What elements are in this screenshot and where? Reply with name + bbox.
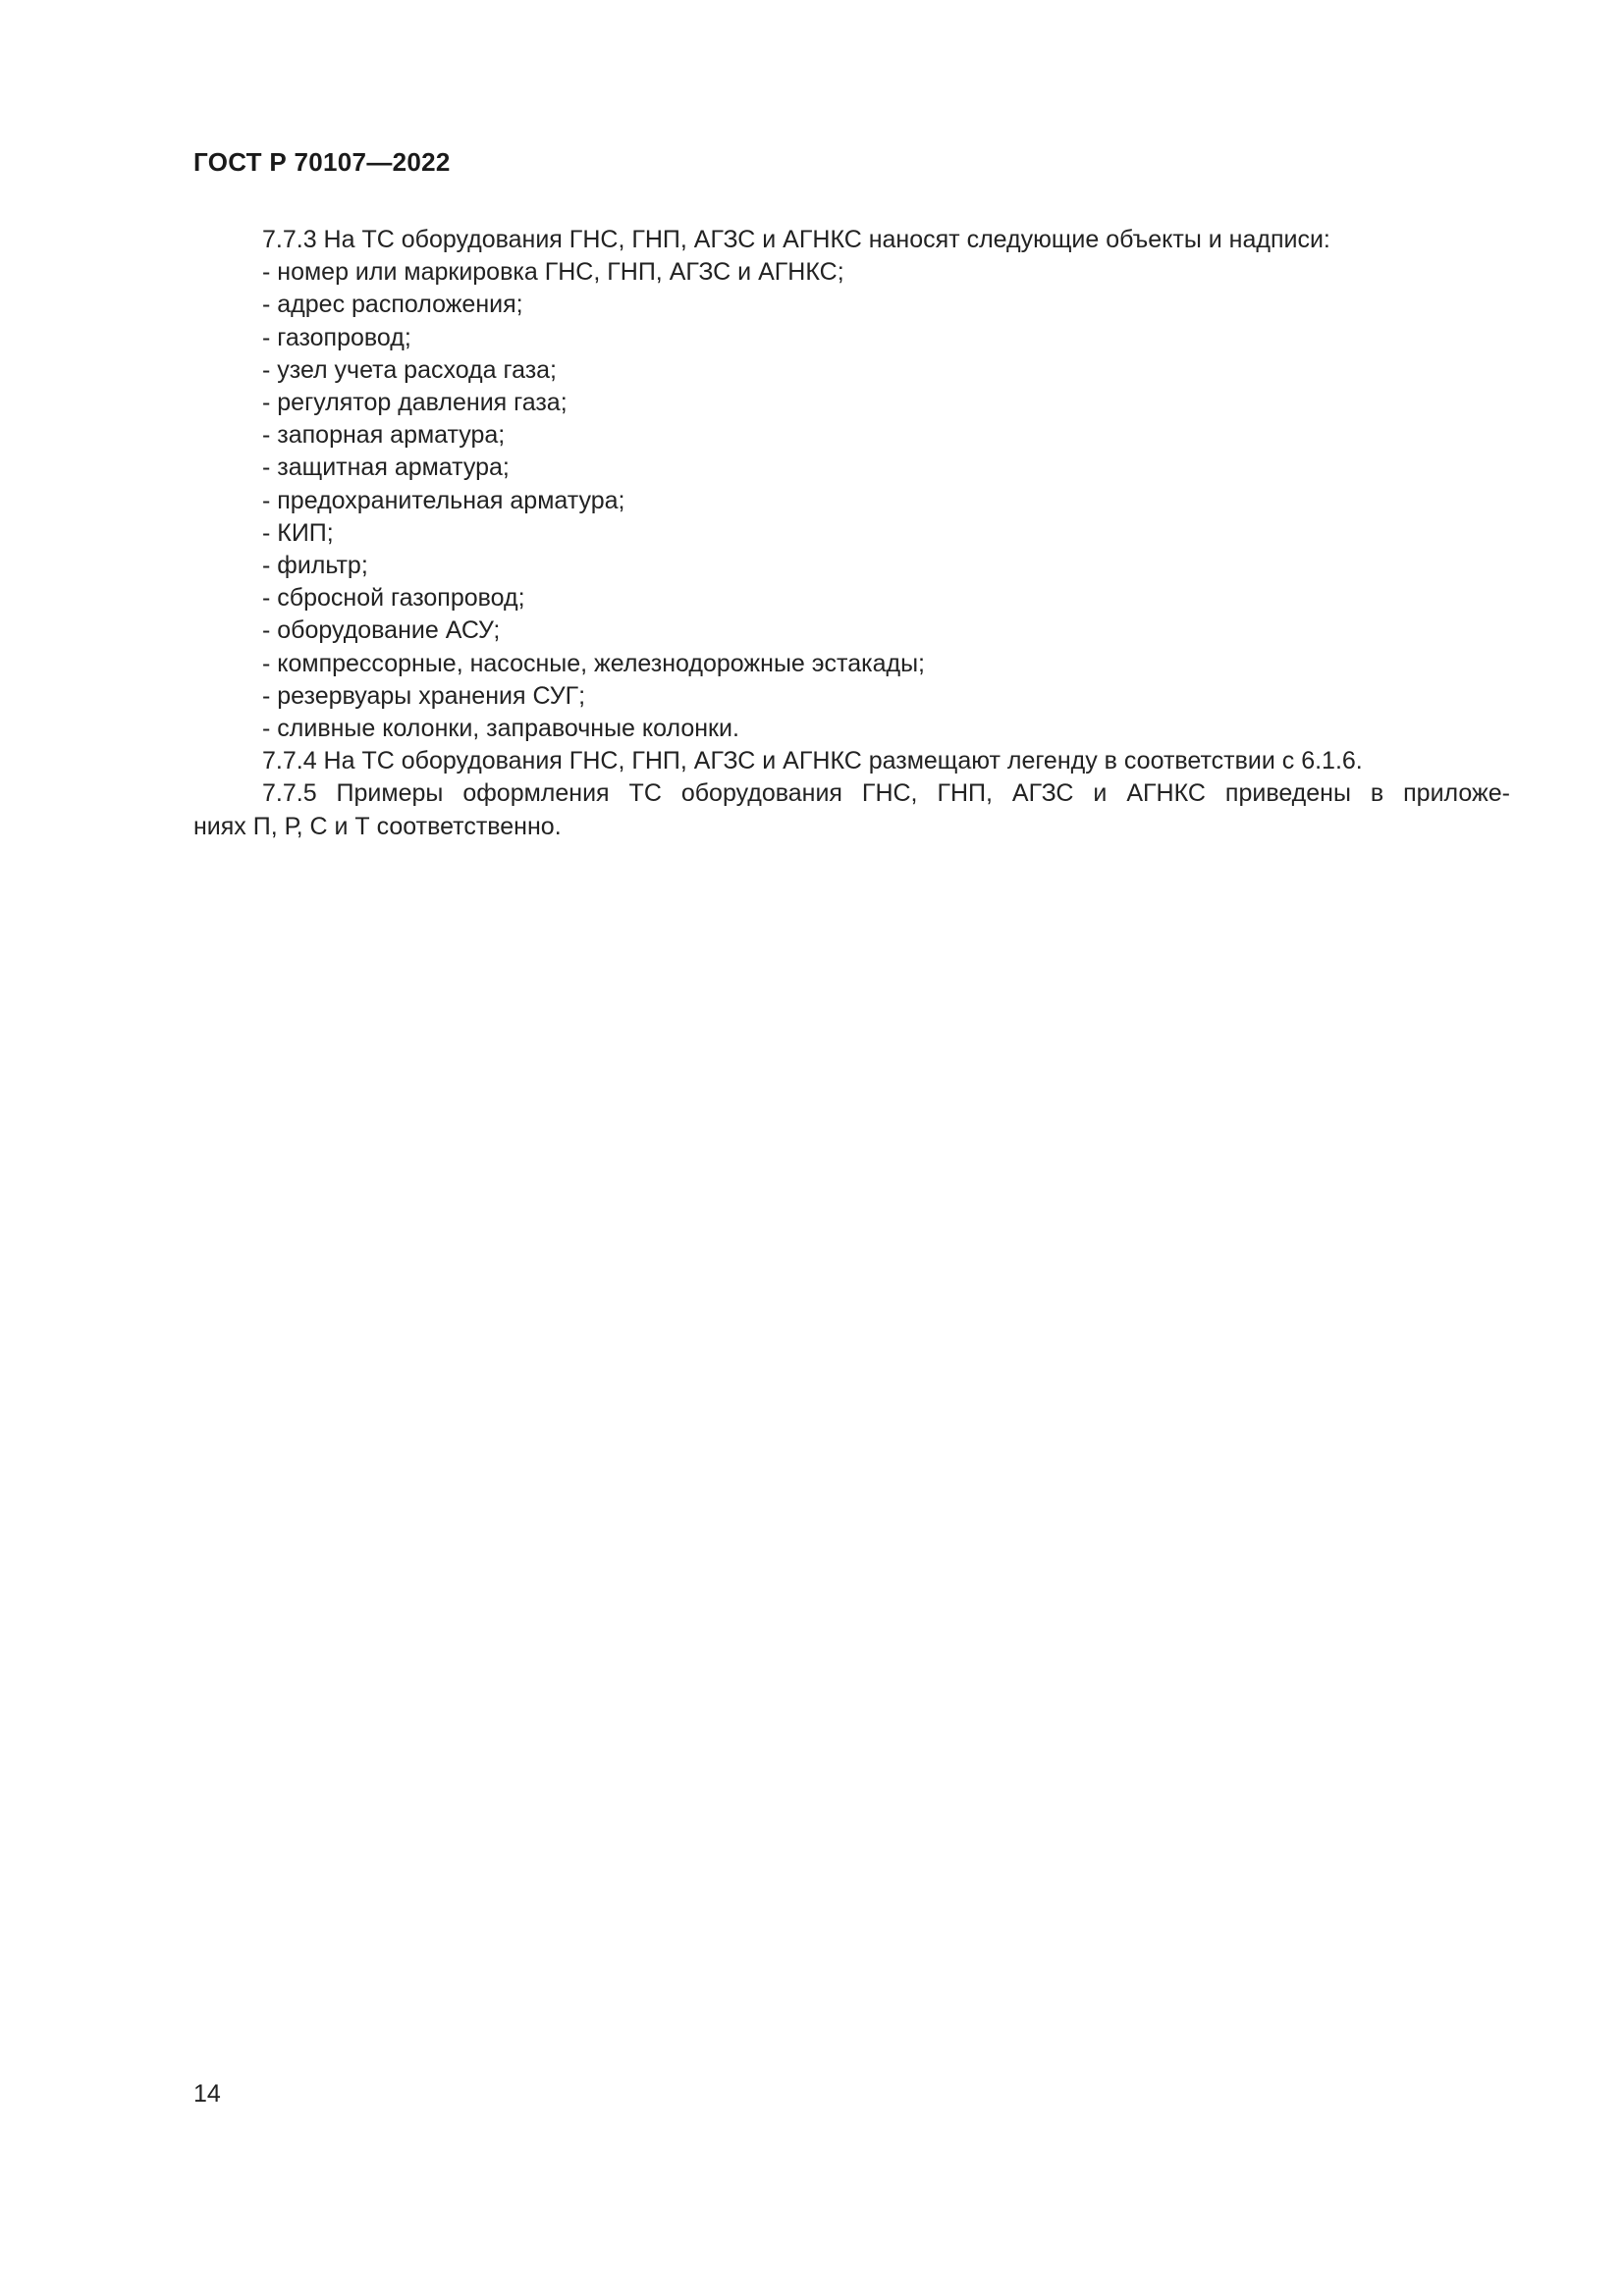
document-code-header: ГОСТ Р 70107—2022 xyxy=(193,147,451,177)
section-7-7-body xyxy=(193,224,1510,843)
list-item: - адрес расположения; xyxy=(262,291,523,319)
list-item: - резервуары хранения СУГ; xyxy=(262,681,586,710)
paragraph-7-7-5-line-2: ниях П, Р, С и Т соответственно. xyxy=(193,812,562,840)
list-item: - номер или маркировка ГНС, ГНП, АГЗС и АГНКС; xyxy=(262,258,844,287)
list-item: - регулятор давления газа; xyxy=(262,389,568,417)
page-number: 14 xyxy=(193,2080,221,2108)
list-item: - сливные колонки, заправочные колонки. xyxy=(262,715,739,743)
list-item: - оборудование АСУ; xyxy=(262,616,501,645)
list-item: - фильтр; xyxy=(262,552,368,580)
paragraph-7-7-4: 7.7.4 На ТС оборудования ГНС, ГНП, АГЗС и АГНКС размещают легенду в соответствии с 6.1.6. xyxy=(262,747,1363,775)
paragraph-7-7-5-line-1: 7.7.5 Примеры оформления ТС оборудования ГНС, ГНП, АГЗС и АГНКС приведены в приложе- xyxy=(262,779,1510,808)
list-item: - запорная арматура; xyxy=(262,421,506,450)
paragraph-7-7-3-intro: 7.7.3 На ТС оборудования ГНС, ГНП, АГЗС и АГНКС наносят следующие объекты и надписи: xyxy=(262,226,1330,253)
list-item: - газопровод; xyxy=(262,323,411,351)
list-item: - защитная арматура; xyxy=(262,454,510,482)
list-item: - сбросной газопровод; xyxy=(262,584,525,613)
list-item: - предохранительная арматура; xyxy=(262,486,625,514)
list-item: - КИП; xyxy=(262,518,334,547)
list-item: - компрессорные, насосные, железнодорожные эстакады; xyxy=(262,649,925,677)
list-item: - узел учета расхода газа; xyxy=(262,355,557,384)
